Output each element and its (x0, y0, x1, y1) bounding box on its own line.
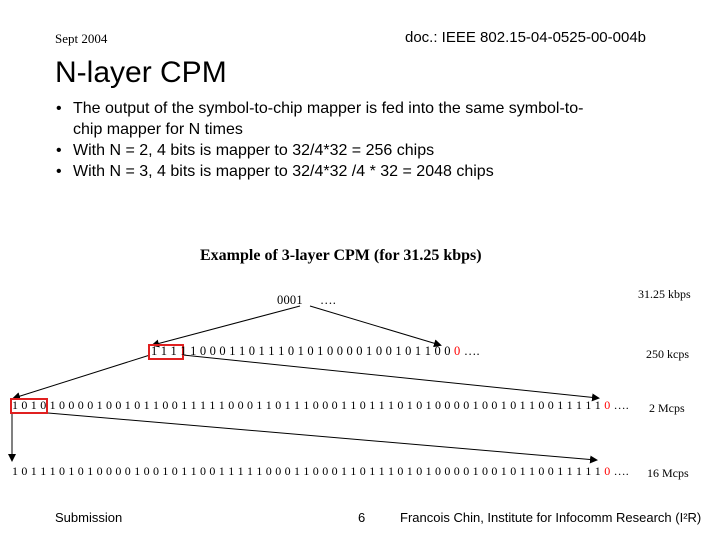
bits-red-tail: 0 (454, 344, 461, 358)
rate-layer-0: 31.25 kbps (638, 287, 691, 301)
bullet-text: With N = 3, 4 bits is mapper to 32/4*32 /4 * 32 = 2048 chips (73, 163, 494, 180)
arrow-row3-right (48, 413, 596, 460)
rate-layer-3: 16 Mcps (647, 466, 689, 480)
arrow-row2-left (14, 355, 150, 398)
bits-layer-0: 0001 (277, 293, 303, 307)
footer-page-number: 6 (358, 510, 366, 525)
bits-ellipsis: …. (613, 398, 630, 412)
bits-layer-2 (12, 398, 629, 413)
bits-layer-1 (151, 344, 480, 359)
footer-submission: Submission (55, 510, 123, 525)
arrow-row1-right (310, 306, 440, 345)
bits-layer-3 (12, 464, 629, 479)
bullet-text: The output of the symbol-to-chip mapper is fed into the same symbol-to- (73, 100, 584, 117)
bullet-dot: • (56, 142, 62, 159)
bullet-dot: • (56, 163, 62, 180)
bits-ellipsis: …. (320, 293, 337, 307)
footer-author: Francois Chin, Institute for Infocomm Research (I²R) (400, 510, 702, 525)
bits-ellipsis: …. (463, 344, 480, 358)
bits-red-tail: 0 (604, 464, 611, 478)
diagram-title: Example of 3-layer CPM (for 31.25 kbps) (200, 247, 482, 264)
bits-sequence: 1 1 1 1 1 0 0 0 1 1 0 1 1 1 0 1 0 1 0 0 0 0 1 0 0 1 0 1 1 0 0 (151, 344, 451, 358)
bits-ellipsis: …. (613, 464, 630, 478)
bits-sequence: 1 0 1 0 1 0 0 0 0 1 0 0 1 0 1 1 0 0 1 1 1 1 1 0 0 0 1 1 0 1 1 1 0 0 0 1 1 0 1 1 1 0 1 0 1 0 0 0 0 1 0 0 1 0 1 1 0 0 1 1 1 1 1 (12, 398, 601, 412)
bullet-dot: • (56, 100, 62, 117)
bits-red-tail: 0 (604, 398, 611, 412)
arrow-row2-right (183, 355, 598, 398)
bits-sequence: 1 0 1 1 1 0 1 0 1 0 0 0 0 1 0 0 1 0 1 1 0 0 1 1 1 1 1 0 0 0 1 1 0 0 0 1 1 0 1 1 1 0 1 0 1 0 0 0 0 1 0 0 1 0 1 1 0 0 1 1 1 1 1 (12, 464, 601, 478)
slide-title: N-layer CPM (55, 56, 227, 89)
header-doc-number: doc.: IEEE 802.15-04-0525-00-004b (405, 29, 647, 46)
header-date: Sept 2004 (55, 31, 108, 46)
bullet-text-continuation: chip mapper for N times (73, 121, 243, 138)
bullet-text: With N = 2, 4 bits is mapper to 32/4*32 = 256 chips (73, 142, 435, 159)
rate-layer-2: 2 Mcps (649, 401, 685, 415)
arrow-row1-left (153, 306, 300, 345)
rate-layer-1: 250 kcps (646, 347, 689, 361)
